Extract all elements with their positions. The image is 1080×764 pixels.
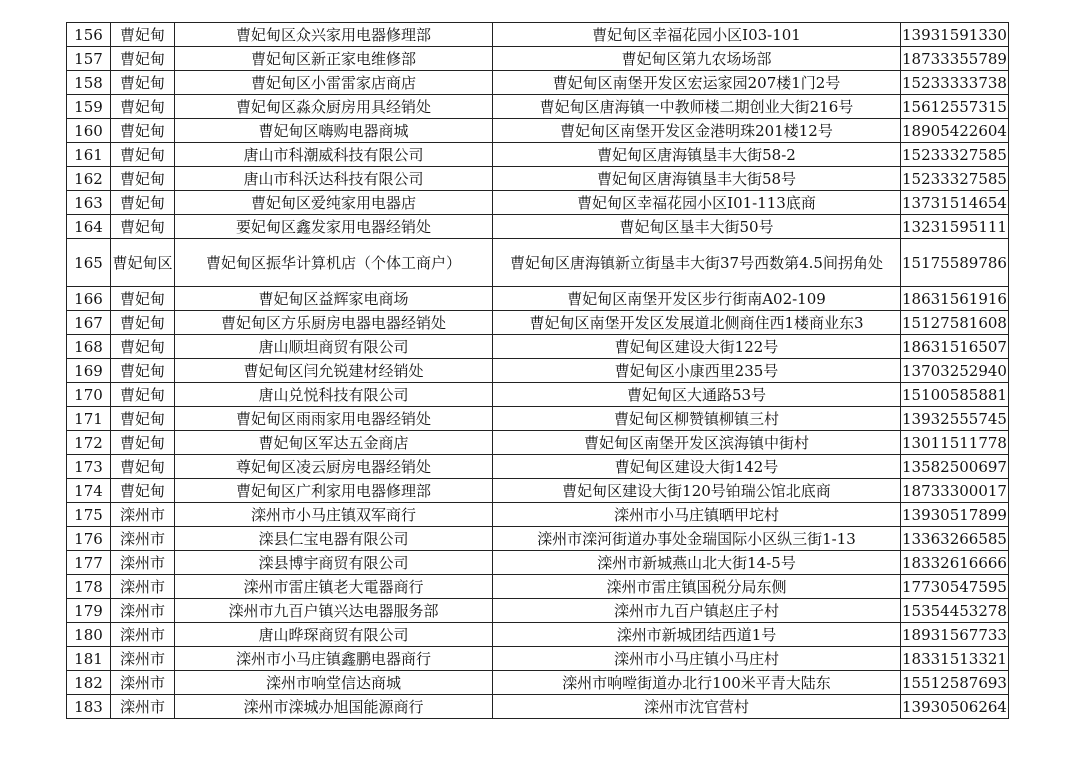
row-address: 滦州市沈官营村	[493, 695, 901, 719]
row-store-name: 唐山市科沃达科技有限公司	[175, 167, 493, 191]
row-city: 滦州市	[111, 647, 175, 671]
row-phone: 13930506264	[901, 695, 1009, 719]
row-phone: 18733355789	[901, 47, 1009, 71]
row-number: 174	[67, 479, 111, 503]
row-store-name: 唐山晔琛商贸有限公司	[175, 623, 493, 647]
row-number: 176	[67, 527, 111, 551]
row-phone: 13930517899	[901, 503, 1009, 527]
table-row	[67, 623, 1009, 647]
row-city: 曹妃甸	[111, 119, 175, 143]
row-number: 169	[67, 359, 111, 383]
row-city: 曹妃甸	[111, 191, 175, 215]
row-store-name: 滦县仁宝电器有限公司	[175, 527, 493, 551]
row-store-name: 曹妃甸区军达五金商店	[175, 431, 493, 455]
row-phone: 13011511778	[901, 431, 1009, 455]
row-city: 曹妃甸	[111, 95, 175, 119]
row-city: 滦州市	[111, 599, 175, 623]
row-number: 162	[67, 167, 111, 191]
table-row	[67, 647, 1009, 671]
row-address: 曹妃甸区第九农场场部	[493, 47, 901, 71]
row-city: 滦州市	[111, 503, 175, 527]
row-phone: 13731514654	[901, 191, 1009, 215]
table-row	[67, 479, 1009, 503]
row-number: 168	[67, 335, 111, 359]
row-store-name: 曹妃甸区嗨购电器商城	[175, 119, 493, 143]
row-city: 曹妃甸	[111, 431, 175, 455]
row-store-name: 曹妃甸区小雷雷家店商店	[175, 71, 493, 95]
table-row	[67, 527, 1009, 551]
row-address: 滦州市新城团结西道1号	[493, 623, 901, 647]
row-store-name: 曹妃甸区方乐厨房电器电器经销处	[175, 311, 493, 335]
row-store-name: 滦州市小马庄镇鑫鹏电器商行	[175, 647, 493, 671]
row-address: 滦州市滦河街道办事处金瑞国际小区纵三街1-13	[493, 527, 901, 551]
row-number: 170	[67, 383, 111, 407]
row-address: 曹妃甸区幸福花园小区I03-101	[493, 23, 901, 47]
table-row	[67, 215, 1009, 239]
row-city: 曹妃甸	[111, 311, 175, 335]
row-city: 滦州市	[111, 527, 175, 551]
row-address: 曹妃甸区唐海镇垦丰大街58号	[493, 167, 901, 191]
row-address: 滦州市雷庄镇国税分局东侧	[493, 575, 901, 599]
row-phone: 15612557315	[901, 95, 1009, 119]
row-city: 曹妃甸	[111, 143, 175, 167]
row-city: 曹妃甸	[111, 407, 175, 431]
row-address: 曹妃甸区唐海镇新立街垦丰大街37号西数第4.5间拐角处	[493, 239, 901, 287]
row-store-name: 曹妃甸区爱纯家用电器店	[175, 191, 493, 215]
table-row	[67, 311, 1009, 335]
row-number: 157	[67, 47, 111, 71]
table-row	[67, 95, 1009, 119]
row-store-name: 滦州市小马庄镇双军商行	[175, 503, 493, 527]
table-row	[67, 287, 1009, 311]
row-address: 滦州市九百户镇赵庄子村	[493, 599, 901, 623]
row-address: 曹妃甸区大通路53号	[493, 383, 901, 407]
row-phone: 18631516507	[901, 335, 1009, 359]
row-number: 165	[67, 239, 111, 287]
row-number: 163	[67, 191, 111, 215]
table-row	[67, 671, 1009, 695]
row-phone: 13363266585	[901, 527, 1009, 551]
row-store-name: 尊妃甸区凌云厨房电器经销处	[175, 455, 493, 479]
row-address: 曹妃甸区建设大街120号铂瑞公馆北底商	[493, 479, 901, 503]
row-phone: 15127581608	[901, 311, 1009, 335]
row-phone: 13231595111	[901, 215, 1009, 239]
row-city: 曹妃甸	[111, 47, 175, 71]
row-number: 160	[67, 119, 111, 143]
row-phone: 15354453278	[901, 599, 1009, 623]
table-row	[67, 455, 1009, 479]
row-address: 滦州市响嘡街道办北行100米平青大陆东	[493, 671, 901, 695]
row-phone: 18332616666	[901, 551, 1009, 575]
table-row	[67, 119, 1009, 143]
row-address: 曹妃甸区幸福花园小区I01-113底商	[493, 191, 901, 215]
dealer-table-body	[67, 23, 1009, 719]
row-store-name: 滦州市响堂信达商城	[175, 671, 493, 695]
row-number: 166	[67, 287, 111, 311]
row-store-name: 曹妃甸区广利家用电器修理部	[175, 479, 493, 503]
table-row	[67, 71, 1009, 95]
row-number: 172	[67, 431, 111, 455]
row-store-name: 曹妃甸区闫允锐建材经销处	[175, 359, 493, 383]
row-phone: 18905422604	[901, 119, 1009, 143]
row-store-name: 曹妃甸区众兴家用电器修理部	[175, 23, 493, 47]
row-phone: 13582500697	[901, 455, 1009, 479]
row-phone: 13931591330	[901, 23, 1009, 47]
row-city: 曹妃甸	[111, 335, 175, 359]
table-row	[67, 359, 1009, 383]
table-row	[67, 503, 1009, 527]
row-number: 182	[67, 671, 111, 695]
row-number: 177	[67, 551, 111, 575]
row-phone: 15175589786	[901, 239, 1009, 287]
table-row	[67, 335, 1009, 359]
table-row	[67, 431, 1009, 455]
row-address: 曹妃甸区南堡开发区步行街南A02-109	[493, 287, 901, 311]
row-address: 曹妃甸区南堡开发区宏运家园207楼1门2号	[493, 71, 901, 95]
row-phone: 15512587693	[901, 671, 1009, 695]
row-address: 曹妃甸区南堡开发区金港明珠201楼12号	[493, 119, 901, 143]
row-city: 曹妃甸	[111, 215, 175, 239]
row-address: 曹妃甸区柳赞镇柳镇三村	[493, 407, 901, 431]
row-address: 曹妃甸区南堡开发区滨海镇中街村	[493, 431, 901, 455]
table-row	[67, 47, 1009, 71]
row-store-name: 要妃甸区鑫发家用电器经销处	[175, 215, 493, 239]
row-phone: 15233327585	[901, 143, 1009, 167]
table-row	[67, 143, 1009, 167]
row-phone: 15233327585	[901, 167, 1009, 191]
row-store-name: 唐山市科潮威科技有限公司	[175, 143, 493, 167]
row-address: 曹妃甸区小康西里235号	[493, 359, 901, 383]
row-number: 158	[67, 71, 111, 95]
row-phone: 15100585881	[901, 383, 1009, 407]
row-number: 159	[67, 95, 111, 119]
row-city: 曹妃甸	[111, 455, 175, 479]
row-store-name: 曹妃甸区淼众厨房用具经销处	[175, 95, 493, 119]
row-city: 曹妃甸	[111, 359, 175, 383]
row-number: 181	[67, 647, 111, 671]
row-address: 曹妃甸区建设大街122号	[493, 335, 901, 359]
row-city: 滦州市	[111, 575, 175, 599]
row-city: 曹妃甸	[111, 479, 175, 503]
row-number: 175	[67, 503, 111, 527]
row-number: 179	[67, 599, 111, 623]
row-store-name: 曹妃甸区新正家电维修部	[175, 47, 493, 71]
row-city: 曹妃甸	[111, 71, 175, 95]
row-store-name: 唐山兑悦科技有限公司	[175, 383, 493, 407]
row-city: 曹妃甸	[111, 23, 175, 47]
table-row	[67, 599, 1009, 623]
row-number: 178	[67, 575, 111, 599]
row-address: 曹妃甸区建设大街142号	[493, 455, 901, 479]
row-number: 173	[67, 455, 111, 479]
row-phone: 13703252940	[901, 359, 1009, 383]
row-address: 滦州市小马庄镇晒甲坨村	[493, 503, 901, 527]
row-store-name: 曹妃甸区益辉家电商场	[175, 287, 493, 311]
row-address: 曹妃甸区唐海镇垦丰大街58-2	[493, 143, 901, 167]
row-store-name: 曹妃甸区雨雨家用电器经销处	[175, 407, 493, 431]
row-store-name: 滦县博宇商贸有限公司	[175, 551, 493, 575]
table-row	[67, 383, 1009, 407]
row-city: 滦州市	[111, 551, 175, 575]
row-phone: 13932555745	[901, 407, 1009, 431]
row-number: 183	[67, 695, 111, 719]
row-phone: 15233333738	[901, 71, 1009, 95]
row-phone: 17730547595	[901, 575, 1009, 599]
table-row	[67, 167, 1009, 191]
row-address: 滦州市新城燕山北大街14-5号	[493, 551, 901, 575]
dealer-table	[66, 22, 1009, 719]
row-city: 曹妃甸	[111, 167, 175, 191]
row-store-name: 滦州市九百户镇兴达电器服务部	[175, 599, 493, 623]
row-phone: 18931567733	[901, 623, 1009, 647]
table-row	[67, 407, 1009, 431]
row-phone: 18631561916	[901, 287, 1009, 311]
row-number: 167	[67, 311, 111, 335]
row-city: 曹妃甸	[111, 287, 175, 311]
table-row	[67, 575, 1009, 599]
row-store-name: 滦州市滦城办旭国能源商行	[175, 695, 493, 719]
row-store-name: 唐山顺坦商贸有限公司	[175, 335, 493, 359]
row-phone: 18733300017	[901, 479, 1009, 503]
row-phone: 18331513321	[901, 647, 1009, 671]
row-city: 滦州市	[111, 623, 175, 647]
row-address: 曹妃甸区南堡开发区发展道北侧商住西1楼商业东3	[493, 311, 901, 335]
row-city: 滦州市	[111, 671, 175, 695]
table-row	[67, 239, 1009, 287]
row-city: 曹妃甸区	[111, 239, 175, 287]
row-number: 180	[67, 623, 111, 647]
row-number: 156	[67, 23, 111, 47]
row-number: 164	[67, 215, 111, 239]
table-row	[67, 695, 1009, 719]
row-city: 曹妃甸	[111, 383, 175, 407]
table-row	[67, 23, 1009, 47]
row-store-name: 曹妃甸区振华计算机店（个体工商户）	[175, 239, 493, 287]
row-city: 滦州市	[111, 695, 175, 719]
row-address: 曹妃甸区唐海镇一中教师楼二期创业大街216号	[493, 95, 901, 119]
row-address: 曹妃甸区垦丰大街50号	[493, 215, 901, 239]
table-row	[67, 551, 1009, 575]
row-number: 161	[67, 143, 111, 167]
row-store-name: 滦州市雷庄镇老大電器商行	[175, 575, 493, 599]
row-address: 滦州市小马庄镇小马庄村	[493, 647, 901, 671]
row-number: 171	[67, 407, 111, 431]
table-row	[67, 191, 1009, 215]
